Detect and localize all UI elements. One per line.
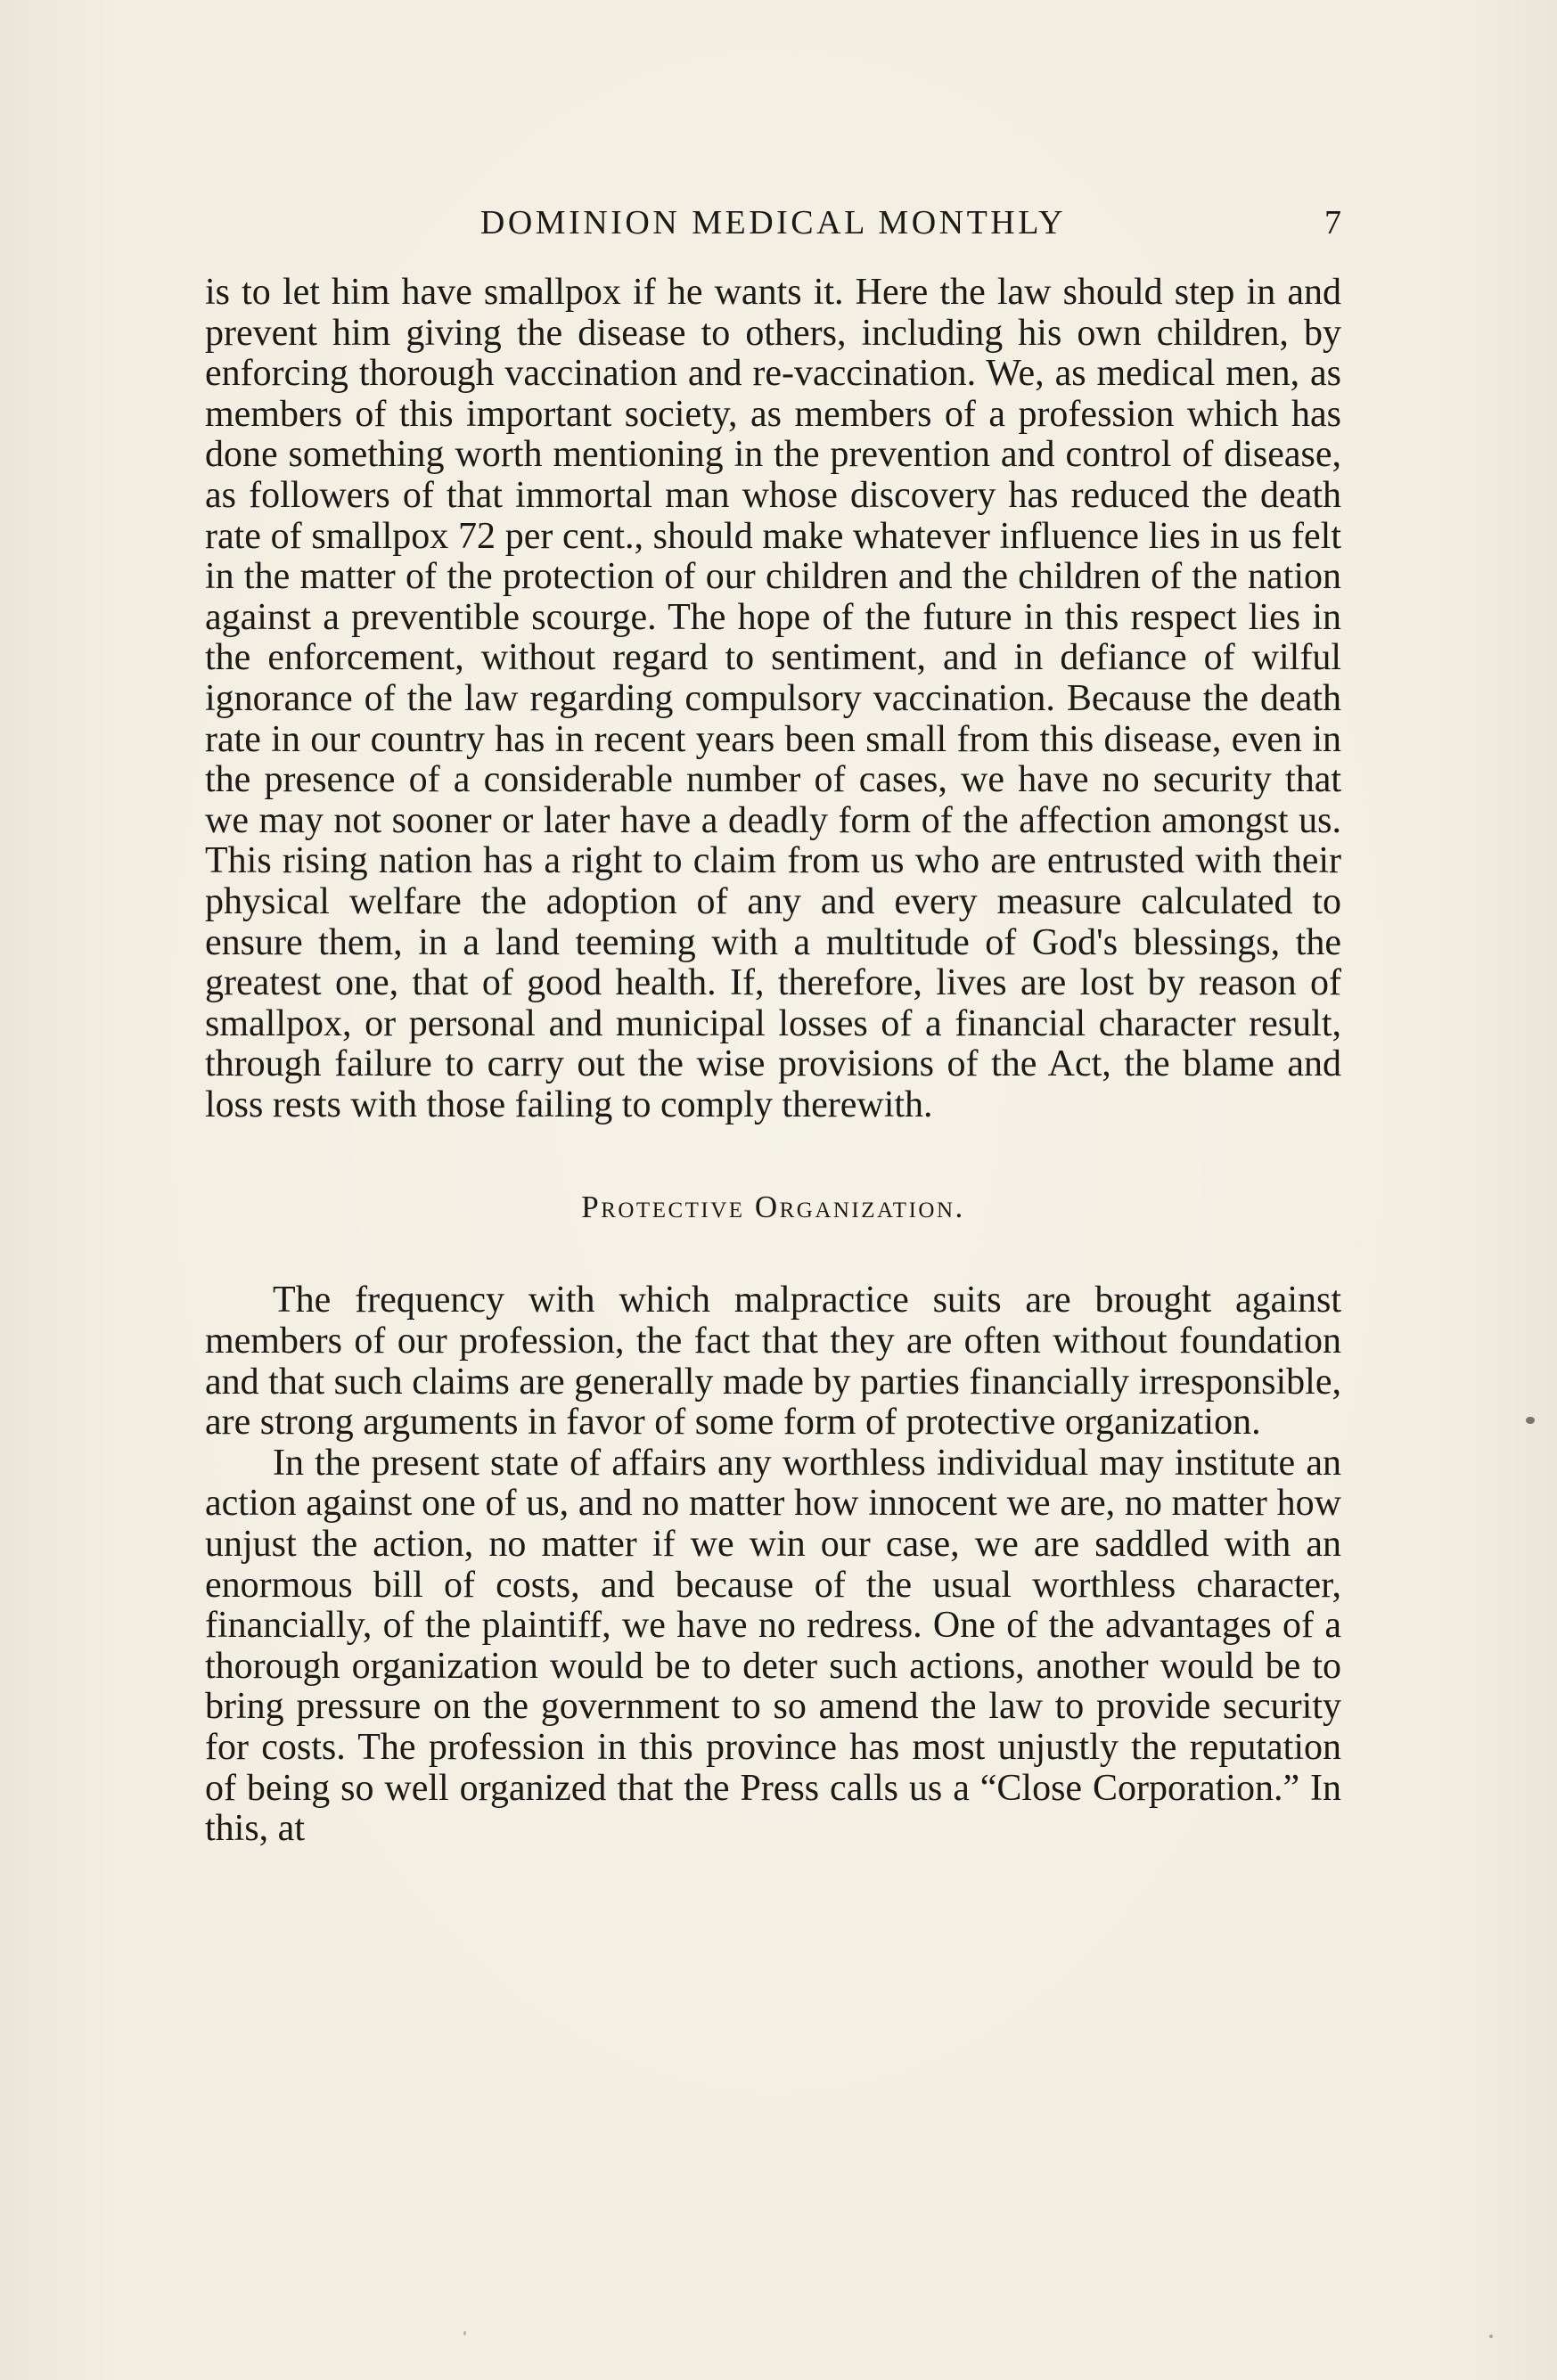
journal-title: DOMINION MEDICAL MONTHLY [479, 204, 1067, 241]
ink-speck [1526, 1417, 1535, 1424]
paragraph-continued: is to let him have smallpox if he wants it. Here the law should step in and prevent him giving the disease to others, including his own children, by enforcing thorough vaccination and re-vaccination. We, as medical men, as members of this important society, as members of a profession which has done something worth mentioning in the prevention and control of disease, as followers of that immortal man whose discovery has reduced the death rate of smallpox 72 per cent., should make whatever influence lies in us felt in the matter of the protection of our children and the children of the nation against a preventible scourge. The hope of the future in this respect lies in the enforcement, without regard to sentiment, and in defiance of wilful ignorance of the law regarding compulsory vaccination. Because the death rate in our country has in recent years been small from this disease, even in the presence of a considerable number of cases, we have no security that we may not sooner or later have a deadly form of the affection amongst us. This rising nation has a right to claim from us who are entrusted with their physical welfare the adoption of any and every measure calculated to ensure them, in a land teeming with a multitude of God's blessings, the greatest one, that of good health. If, therefore, lives are lost by reason of smallpox, or personal and municipal losses of a financial character result, through failure to carry out the wise provisions of the Act, the blame and loss rests with those failing to comply therewith. [205, 272, 1341, 1125]
section-heading: Protective Organization. [581, 1190, 965, 1225]
ink-speck [463, 2331, 466, 2335]
running-head [205, 198, 1341, 251]
body-text [205, 273, 1341, 1850]
ink-speck [1489, 2335, 1493, 2338]
paragraph-present-state: In the present state of affairs any worthless individual may institute an action against one of us, and no matter how innocent we are, no matter how unjust the action, no matter if we win our case, we are saddled with an enormous bill of costs, and because of the usual worthless character, financially, of the plaintiff, we have no redress. One of the advantages of a thorough organization would be to deter such actions, another would be to bring pressure on the government to so amend the law to provide security for costs. The profession in this province has most unjustly the reputation of being so well organized that the Press calls us a “Close Corporation.” In this, at [205, 1442, 1341, 1850]
page-number: 7 [1324, 204, 1341, 241]
paragraph-malpractice-suits: The frequency with which malpractice suits are brought against members of our profession, the fact that they are often without foundation and that such claims are generally made by parties financially irresponsible, are strong arguments in favor of some form of protective organization. [205, 1280, 1341, 1444]
